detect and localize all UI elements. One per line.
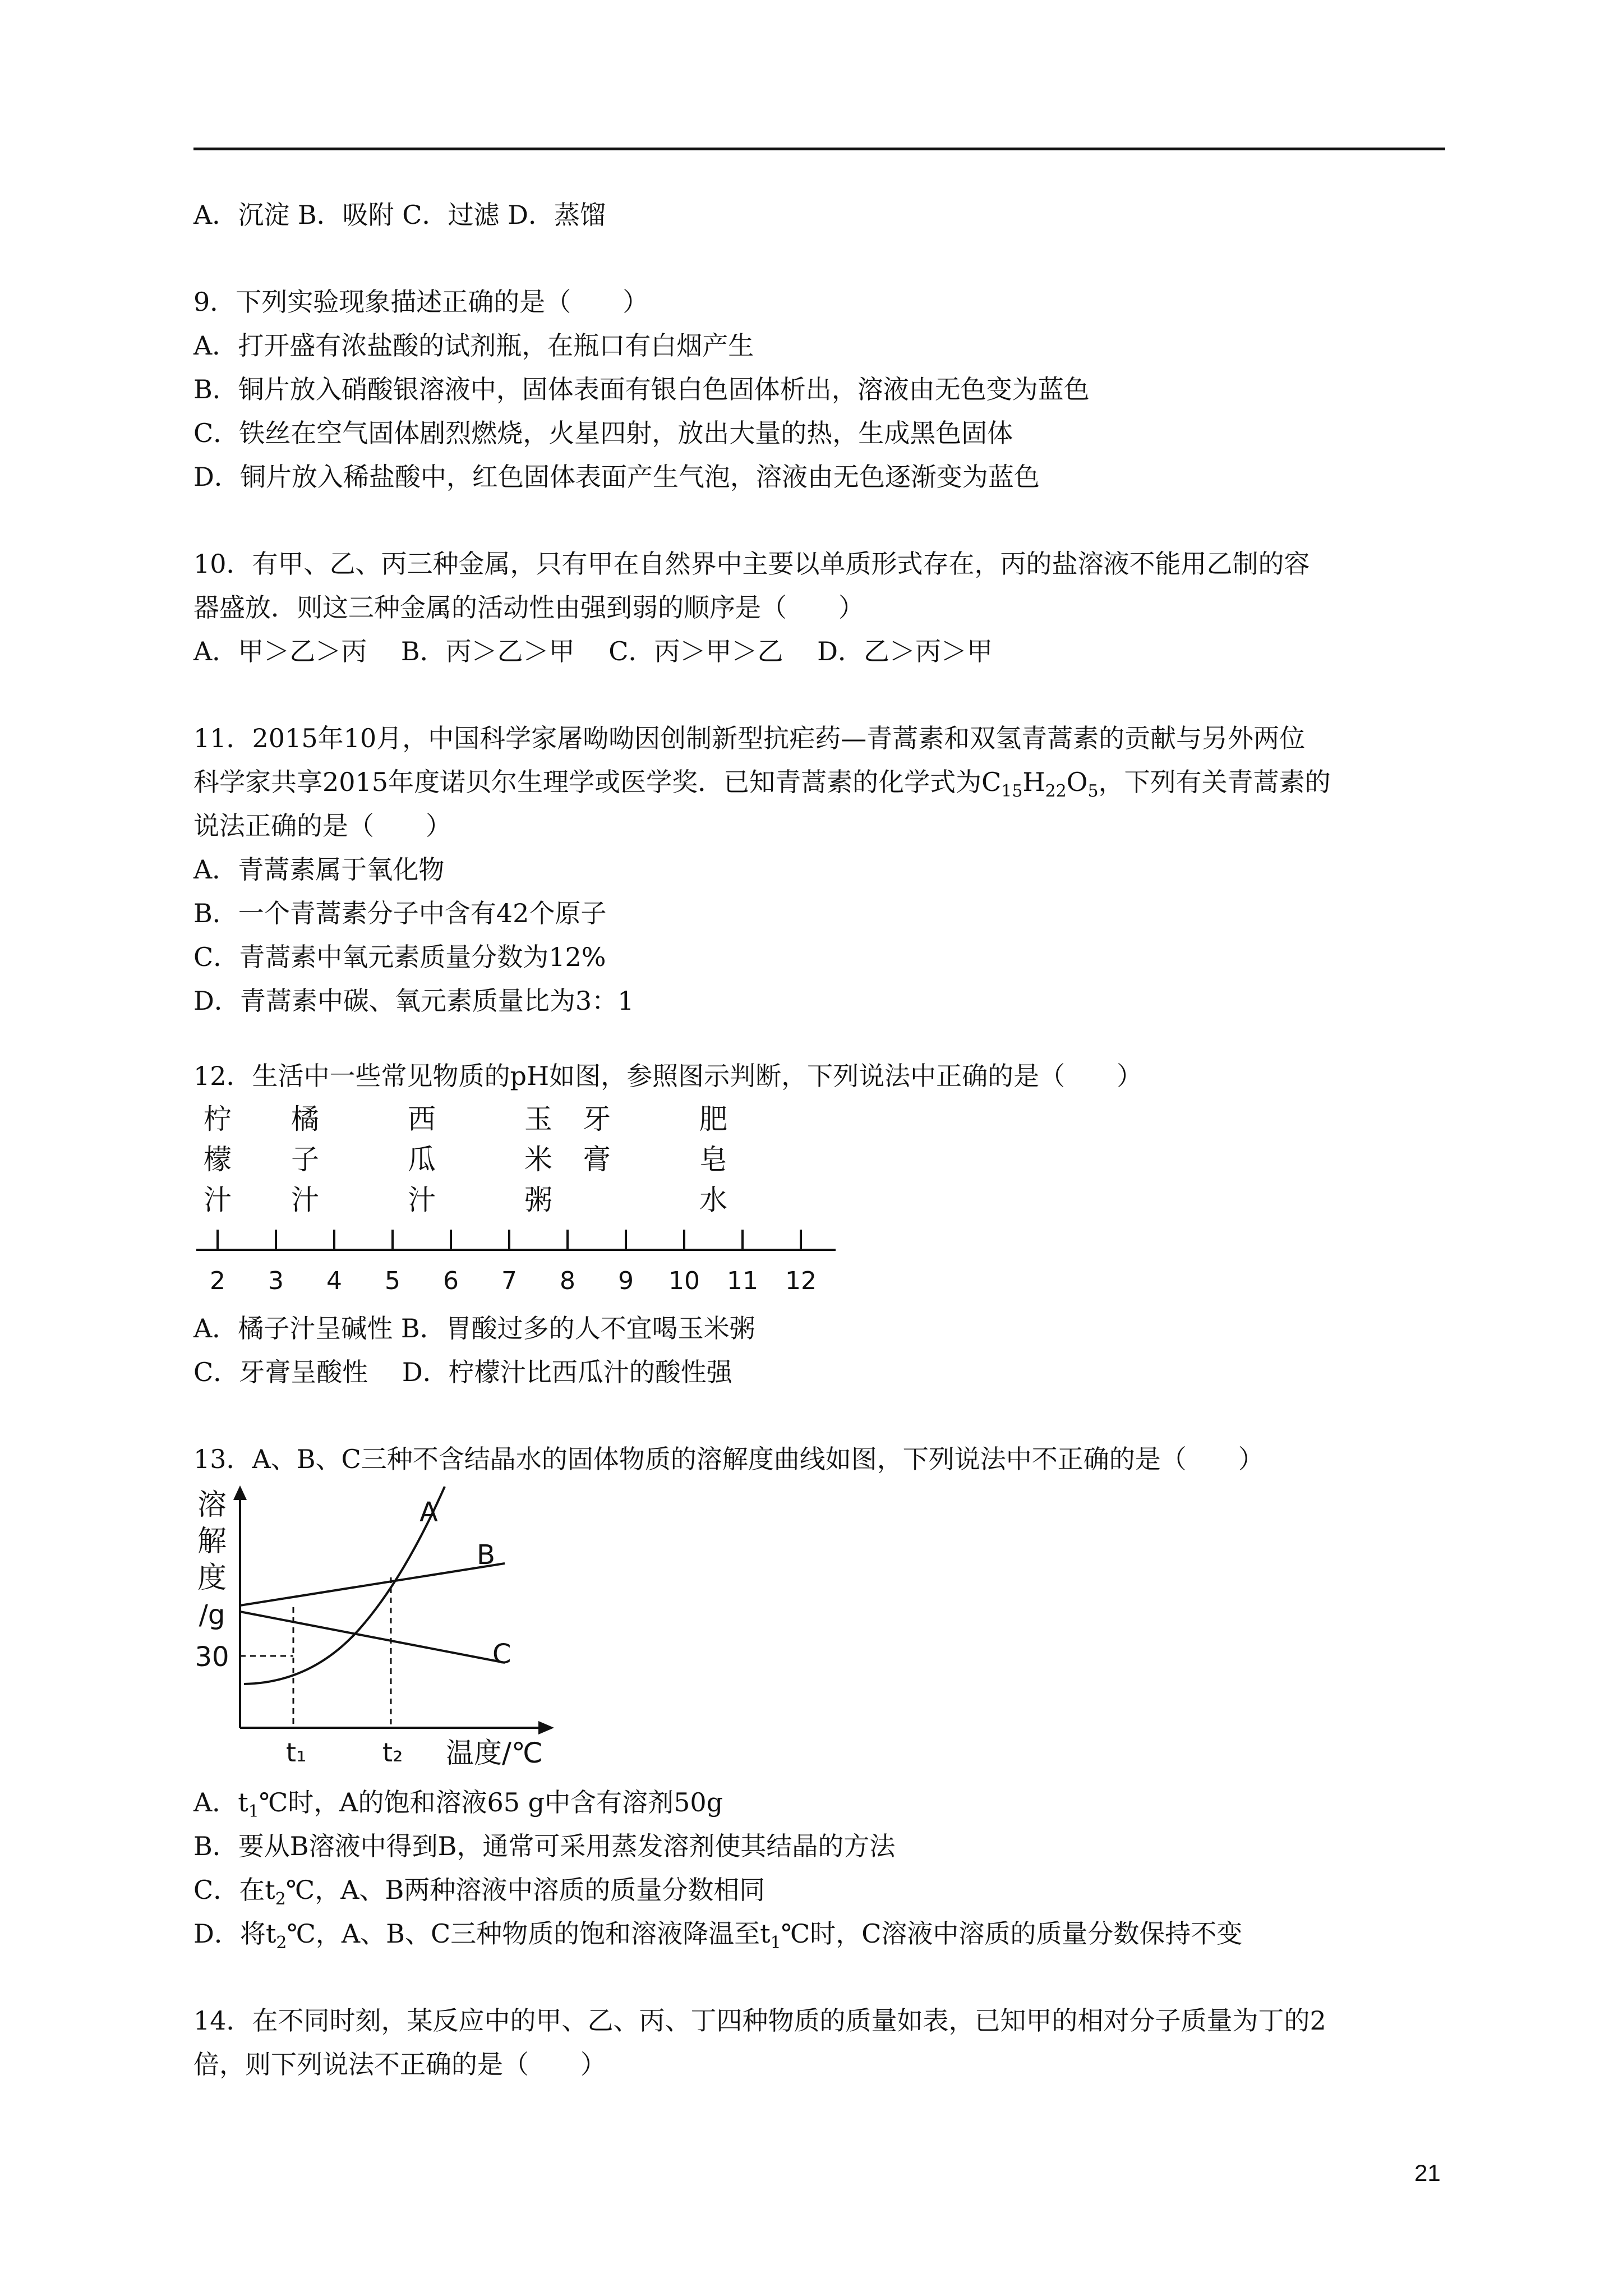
ph-substance-4-char-1: 膏: [583, 1143, 611, 1176]
q13-d-post: ℃时，C溶液中溶质的质量分数保持不变: [781, 1918, 1243, 1949]
q12-options-line2: C．牙膏呈酸性 D．柠檬汁比西瓜汁的酸性强: [193, 1357, 732, 1387]
ph-substance-1-char-0: 橘: [291, 1103, 319, 1135]
q11-stem-line2: [193, 766, 1331, 801]
ph-substance-2-char-1: 瓜: [408, 1143, 436, 1176]
ph-substance-0-char-0: 柠: [204, 1103, 232, 1135]
q9-stem: 9．下列实验现象描述正确的是（ ）: [193, 287, 649, 317]
q13-c-post: ℃，A、B两种溶液中溶质的质量分数相同: [285, 1875, 766, 1905]
q13-d-sub2: 1: [770, 1933, 781, 1953]
ph-substance-0-char-1: 檬: [204, 1143, 232, 1176]
ph-substance-2-char-2: 汁: [408, 1184, 436, 1216]
ph-tick-label-8: 8: [560, 1267, 575, 1295]
q13-option-b: B．要从B溶液中得到B，通常可采用蒸发溶剂使其结晶的方法: [193, 1831, 896, 1861]
label-c: C: [492, 1639, 511, 1670]
ph-tick-label-7: 7: [501, 1267, 517, 1295]
q13-d-pre: D．将t: [193, 1918, 276, 1949]
y-axis-label-3: 度: [197, 1561, 227, 1595]
y-axis-arrow: [233, 1485, 247, 1500]
y-tick-30: 30: [195, 1641, 229, 1673]
q9-option-a: A．打开盛有浓盐酸的试剂瓶，在瓶口有白烟产生: [193, 330, 754, 361]
page-number: 21: [1414, 2160, 1441, 2186]
ph-labels: [204, 1103, 727, 1216]
ph-substance-5-char-0: 肥: [699, 1103, 727, 1135]
q13-stem: 13．A、B、C三种不含结晶水的固体物质的溶解度曲线如图，下列说法中不正确的是（ ）: [193, 1444, 1264, 1474]
q13-option-c: [193, 1874, 766, 1909]
q11-formula-h: H: [1022, 767, 1045, 797]
q10-stem-line2: 器盛放．则这三种金属的活动性由强到弱的顺序是（ ）: [193, 592, 864, 623]
x-tick-t1: t₁: [286, 1737, 307, 1768]
q9-option-c: C．铁丝在空气固体剧烈燃烧，火星四射，放出大量的热，生成黑色固体: [193, 418, 1013, 448]
ph-substance-3-char-2: 粥: [524, 1184, 552, 1216]
q11-option-a: A．青蒿素属于氧化物: [193, 854, 445, 885]
q11-stem-line3: 说法正确的是（ ）: [193, 811, 451, 841]
q9-option-d: D．铜片放入稀盐酸中，红色固体表面产生气泡，溶液由无色逐渐变为蓝色: [193, 462, 1040, 492]
q11-sub-h: 22: [1045, 781, 1067, 801]
line-b: [240, 1563, 505, 1605]
ph-substance-5-char-1: 皂: [699, 1143, 727, 1176]
q14-stem-line2: 倍，则下列说法不正确的是（ ）: [193, 2049, 606, 2079]
q13-option-a: [193, 1787, 723, 1821]
x-tick-t2: t₂: [382, 1737, 403, 1768]
ph-substance-2-char-0: 西: [408, 1103, 436, 1135]
q11-formula-pre: 科学家共享2015年度诺贝尔生理学或医学奖．已知青蒿素的化学式为C: [193, 767, 1002, 797]
ph-tick-label-3: 3: [268, 1267, 284, 1295]
q11-sub-o: 5: [1087, 781, 1099, 801]
ph-scale-diagram: [191, 1099, 852, 1301]
ph-tick-label-11: 11: [727, 1267, 758, 1295]
q13-a-sub: 1: [248, 1802, 259, 1821]
q13-option-d: [193, 1918, 1243, 1953]
header-rule: [193, 148, 1445, 150]
line-c: [240, 1612, 505, 1663]
q11-formula-o: O: [1066, 767, 1088, 797]
ph-substance-3-char-0: 玉: [524, 1103, 552, 1135]
ph-tick-label-9: 9: [618, 1267, 634, 1295]
ph-substance-5-char-2: 水: [699, 1184, 727, 1216]
y-axis-label-4: /g: [199, 1599, 225, 1631]
q13-a-pre: A．t: [193, 1787, 248, 1818]
q12-stem: 12．生活中一些常见物质的pH如图，参照图示判断，下列说法中正确的是（ ）: [193, 1061, 1143, 1091]
ph-substance-0-char-2: 汁: [204, 1184, 232, 1216]
solubility-chart: [191, 1481, 572, 1784]
ph-tick-label-10: 10: [668, 1267, 700, 1295]
q11-sub-c: 15: [1001, 781, 1023, 801]
ph-substance-1-char-2: 汁: [291, 1184, 319, 1216]
q13-c-sub: 2: [275, 1889, 286, 1909]
ph-tick-label-4: 4: [326, 1267, 342, 1295]
label-b: B: [477, 1539, 495, 1571]
q10-options: A．甲＞乙＞丙 B．丙＞乙＞甲 C．丙＞甲＞乙 D．乙＞丙＞甲: [193, 636, 993, 666]
q11-stem-line1: 11．2015年10月，中国科学家屠呦呦因创制新型抗疟药—青蒿素和双氢青蒿素的贡献与另外两位: [193, 723, 1306, 753]
ph-tick-label-2: 2: [210, 1267, 225, 1295]
y-axis-label-1: 溶: [197, 1488, 227, 1522]
q11-option-c: C．青蒿素中氧元素质量分数为12%: [193, 942, 606, 972]
q13-d-sub: 2: [276, 1933, 287, 1953]
ph-substance-3-char-1: 米: [524, 1143, 552, 1176]
q10-stem-line1: 10．有甲、乙、丙三种金属，只有甲在自然界中主要以单质形式存在，丙的盐溶液不能用乙制的容: [193, 549, 1310, 579]
q13-a-post: ℃时，A的饱和溶液65 g中含有溶剂50g: [259, 1787, 723, 1818]
ph-tick-label-12: 12: [785, 1267, 817, 1295]
ph-tick-label-5: 5: [385, 1267, 400, 1295]
y-axis-label-2: 解: [197, 1525, 227, 1558]
q12-options-line1: A．橘子汁呈碱性 B．胃酸过多的人不宜喝玉米粥: [193, 1313, 755, 1343]
ph-tick-label-6: 6: [443, 1267, 459, 1295]
ph-substance-1-char-1: 子: [291, 1143, 319, 1176]
q11-option-d: D．青蒿素中碳、氧元素质量比为3：1: [193, 986, 634, 1016]
ph-substance-4-char-0: 牙: [583, 1103, 611, 1135]
q13-d-mid: ℃，A、B、C三种物质的饱和溶液降温至t: [287, 1918, 771, 1949]
label-a: A: [419, 1497, 438, 1528]
q13-c-pre: C．在t: [193, 1875, 275, 1905]
curve-a: [244, 1487, 445, 1684]
q14-stem-line1: 14．在不同时刻，某反应中的甲、乙、丙、丁四种物质的质量如表，已知甲的相对分子质量为丁的2: [193, 2005, 1326, 2036]
q9-option-b: B．铜片放入硝酸银溶液中，固体表面有银白色固体析出，溶液由无色变为蓝色: [193, 374, 1090, 404]
q11-formula-post: ，下列有关青蒿素的: [1098, 767, 1331, 797]
x-axis-arrow: [538, 1721, 554, 1734]
ph-ticks: [210, 1230, 817, 1295]
q11-option-b: B．一个青蒿素分子中含有42个原子: [193, 898, 607, 928]
x-axis-label: 温度/℃: [446, 1737, 543, 1769]
q8-options: A．沉淀 B．吸附 C．过滤 D．蒸馏: [193, 200, 606, 230]
